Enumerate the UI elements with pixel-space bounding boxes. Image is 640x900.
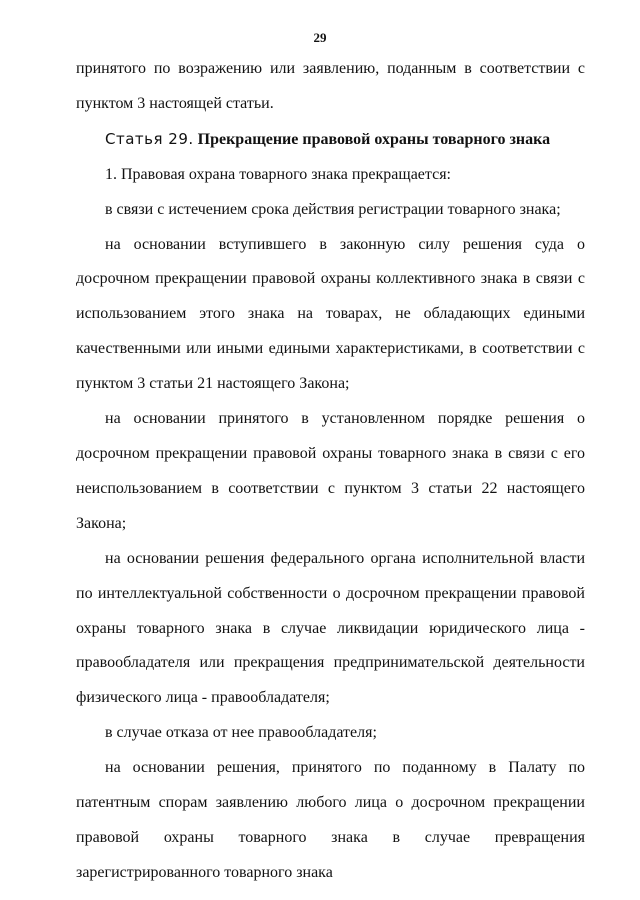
article-title: Прекращение правовой охраны товарного знака — [197, 130, 551, 148]
paragraph-expiry: в связи с истечением срока действия регистрации товарного знака; — [105, 200, 561, 218]
paragraph-patent-chamber: на основании решения, принятого по поданному в Палату по патентным спорам заявлению любого лица о досрочном прекращении правовой охраны товарного знака в случае превращения зарегистрированного товарного знака — [76, 759, 585, 881]
document-body — [76, 52, 585, 891]
paragraph-liquidation: на основании решения федерального органа исполнительной власти по интеллектуальной собственности о досрочном прекращении правовой охраны товарного знака в случае ликвидации юридического лица - правообладателя или прекращения предпринимательской деятельности физического лица - правообладателя; — [76, 549, 585, 707]
paragraph-continuation: принятого по возражению или заявлению, поданным в соответствии с пунктом 3 настоящей статьи. — [76, 60, 585, 112]
article-label: Статья 29. — [105, 129, 194, 148]
paragraph-court-decision: на основании вступившего в законную силу решения суда о досрочном прекращении правовой охраны коллективного знака в связи с использованием этого знака на товарах, не обладающих едиными качественными или иными едиными характеристиками, в соответствии с пунктом 3 статьи 21 настоящего Закона; — [76, 235, 585, 393]
article-heading — [76, 122, 585, 158]
paragraph-clause-1: 1. Правовая охрана товарного знака прекращается: — [105, 165, 451, 183]
page-number: 29 — [313, 30, 327, 45]
paragraph-refusal: в случае отказа от нее правообладателя; — [105, 724, 377, 742]
paragraph-non-use: на основании принятого в установленном порядке решения о досрочном прекращении правовой охраны товарного знака в связи с его неиспользованием в соответствии с пунктом 3 статьи 22 настоящего Закона; — [76, 410, 585, 532]
